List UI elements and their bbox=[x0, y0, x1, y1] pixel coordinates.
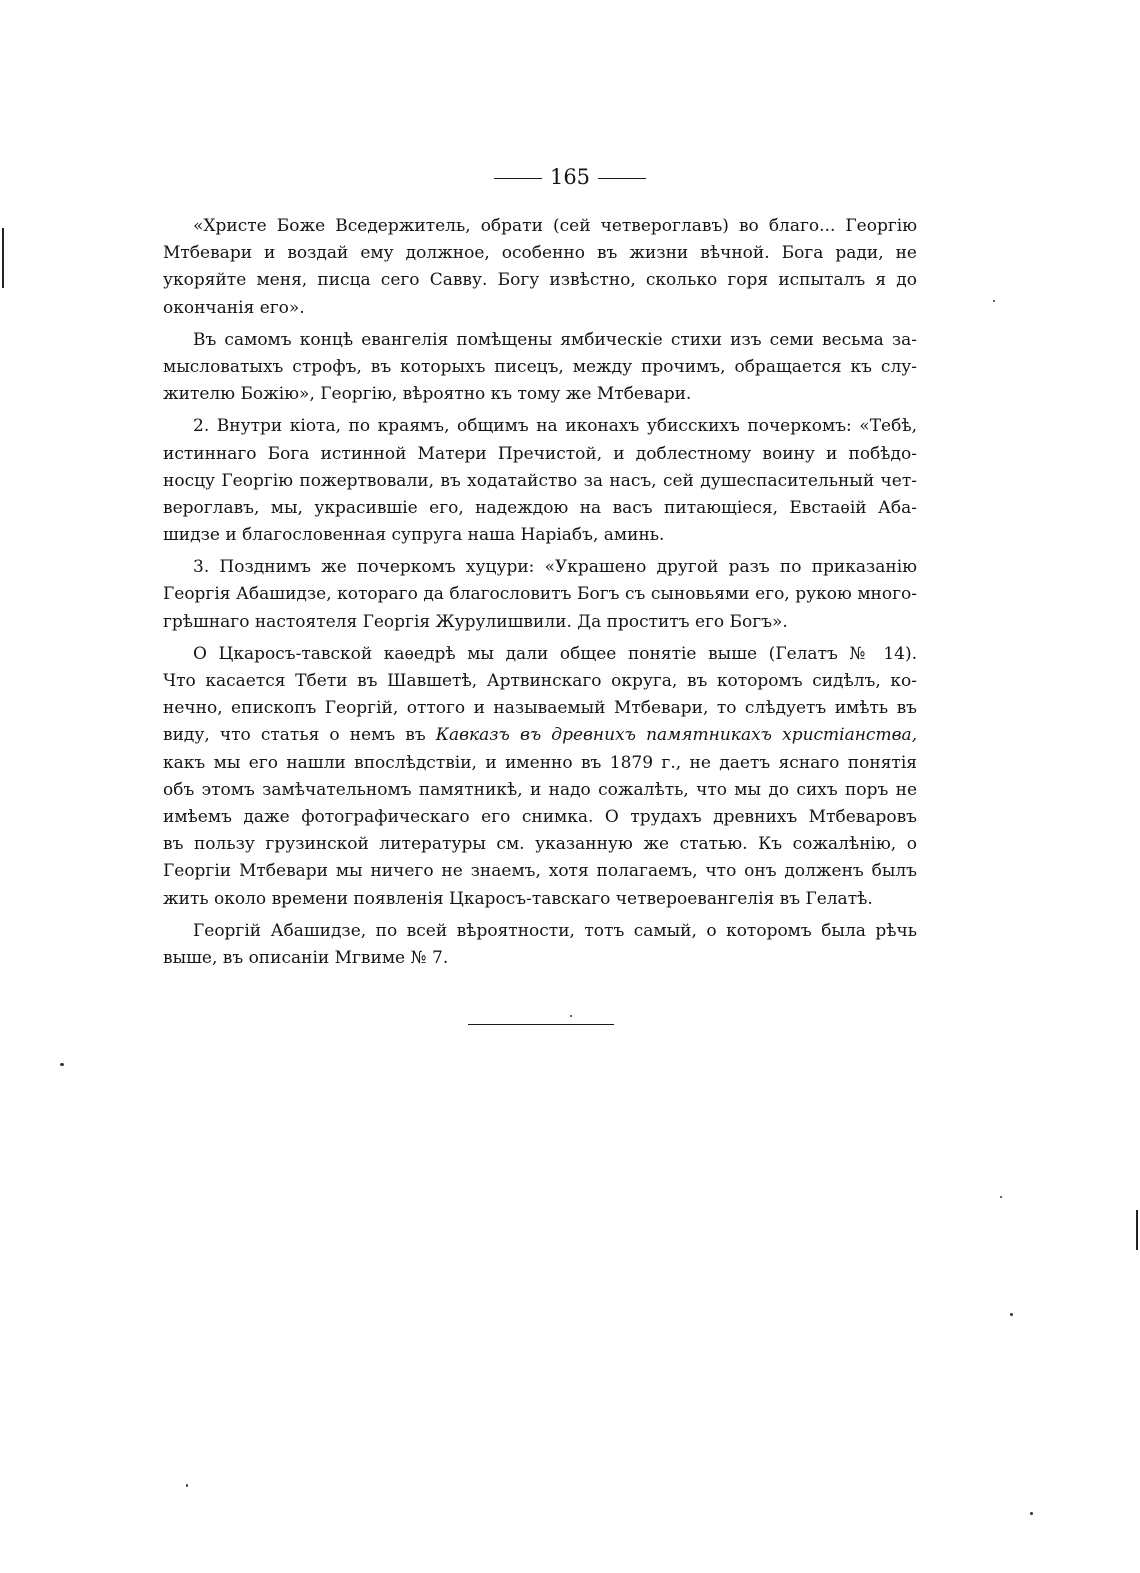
paragraph-5 bbox=[163, 641, 917, 913]
scan-speck bbox=[1010, 1313, 1013, 1316]
text-line: Что касается Тбети въ Шавшетѣ, Артвинскаго округа, въ которомъ сидѣлъ, ко- bbox=[163, 671, 917, 691]
text-line: шидзе и благословенная супруга наша Наріабъ, аминь. bbox=[163, 525, 665, 546]
text-line: какъ мы его нашли впослѣдствіи, и именно въ 1879 г., не даетъ яснаго понятія bbox=[163, 752, 917, 773]
text-line: 3. Позднимъ же почеркомъ хуцури: «Украшено другой разъ по приказанію bbox=[193, 557, 917, 578]
italic-title: Кавказъ въ древнихъ памятникахъ христіанства, bbox=[435, 725, 917, 746]
scan-edge-mark bbox=[1136, 1210, 1138, 1250]
page-number-text: 165 bbox=[549, 165, 591, 189]
text-line: жить около времени появленія Цкаросъ-тавскаго четвероевангелія въ Гелатѣ. bbox=[163, 888, 873, 909]
text-line: выше, въ описаніи Мгвиме № 7. bbox=[163, 947, 449, 968]
text-line: окончанія его». bbox=[163, 297, 305, 318]
scan-edge-mark bbox=[2, 228, 4, 288]
text-line: Георгіи Мтбевари мы ничего не знаемъ, хотя полагаемъ, что онъ долженъ былъ bbox=[163, 861, 917, 882]
text-line: вероглавъ, мы, украсившіе его, надеждою на васъ питающіеся, Евстаѳій Аба- bbox=[163, 497, 917, 518]
scan-speck bbox=[570, 1015, 572, 1017]
scan-speck bbox=[993, 300, 995, 302]
left-rule bbox=[494, 178, 542, 179]
text-line: въ пользу грузинской литературы см. указанную же статью. Къ сожалѣнію, о bbox=[163, 834, 917, 855]
text-line: Георгія Абашидзе, котораго да благословитъ Богъ съ сыновьями его, рукою много- bbox=[163, 584, 917, 605]
paragraph-4 bbox=[163, 554, 917, 636]
text-line: Георгій Абашидзе, по всей вѣроятности, тотъ самый, о которомъ была рѣчь bbox=[193, 920, 917, 941]
text-line: имѣемъ даже фотографическаго его снимка. О трудахъ древнихъ Мтбеваровъ bbox=[163, 806, 917, 827]
scan-speck bbox=[1030, 1512, 1033, 1515]
paragraph-1 bbox=[163, 213, 917, 322]
text-line: «Христе Боже Вседержитель, обрати (сей четвероглавъ) во благо... Георгію bbox=[193, 216, 917, 236]
text-line: Въ самомъ концѣ евангелія помѣщены ямбическіе стихи изъ семи весьма за- bbox=[193, 329, 917, 350]
text-line: укоряйте меня, писца сего Савву. Богу извѣстно, сколько горя испыталъ я до bbox=[163, 270, 917, 291]
body-text bbox=[163, 213, 917, 972]
text-line: истиннаго Бога истинной Матери Пречистой, и доблестному воину и побѣдо- bbox=[163, 443, 917, 464]
end-rule bbox=[468, 1024, 614, 1025]
text-segment: виду, что статья о немъ въ bbox=[163, 725, 436, 746]
page-number bbox=[0, 163, 1140, 191]
text-line: носцу Георгію пожертвовали, въ ходатайство за насъ, сей душеспасительный чет- bbox=[163, 470, 917, 491]
text-line: мысловатыхъ строфъ, въ которыхъ писецъ, между прочимъ, обращается къ слу- bbox=[163, 356, 917, 377]
paragraph-3 bbox=[163, 413, 917, 549]
text-line: жителю Божію», Георгію, вѣроятно къ тому же Мтбевари. bbox=[163, 384, 692, 405]
text-line: Мтбевари и воздай ему должное, особенно въ жизни вѣчной. Бога ради, не bbox=[163, 243, 917, 264]
paragraph-2 bbox=[163, 327, 917, 409]
text-line: О Цкаросъ-тавской каѳедрѣ мы дали общее понятіе выше (Гелатъ № 14). bbox=[193, 643, 917, 664]
right-rule bbox=[598, 178, 646, 179]
text-line: нечно, епископъ Георгій, оттого и называемый Мтбевари, то слѣдуетъ имѣть въ bbox=[163, 698, 917, 719]
scan-speck bbox=[186, 1484, 188, 1487]
scan-speck bbox=[1000, 1196, 1002, 1198]
text-line: грѣшнаго настоятеля Георгія Журулишвили. Да проститъ его Богъ». bbox=[163, 611, 788, 632]
paragraph-6 bbox=[163, 918, 917, 972]
text-line-with-italic bbox=[163, 722, 917, 749]
text-line: объ этомъ замѣчательномъ памятникѣ, и надо сожалѣть, что мы до сихъ поръ не bbox=[163, 779, 917, 800]
scan-speck bbox=[60, 1063, 64, 1066]
text-line: 2. Внутри кіота, по краямъ, общимъ на иконахъ убисскихъ почеркомъ: «Тебѣ, bbox=[193, 416, 917, 437]
